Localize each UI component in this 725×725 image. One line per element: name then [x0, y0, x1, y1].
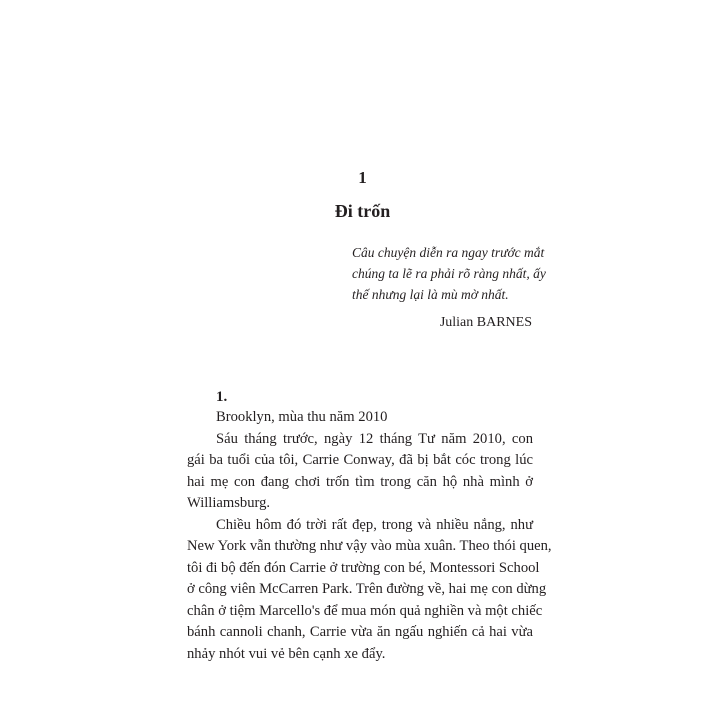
epigraph-author: Julian BARNES — [439, 315, 532, 330]
body-line: tôi đi bộ đến đón Carrie ở trường con bé, Montessori School — [187, 559, 540, 576]
body-line: nhảy nhót vui vẻ bên cạnh xe đẩy. — [187, 645, 386, 662]
body-line: Chiều hôm đó trời rất đẹp, trong và nhiều nắng, như — [216, 516, 533, 533]
body-line: gái ba tuổi của tôi, Carrie Conway, đã bị bắt cóc trong lúc — [187, 452, 533, 468]
body-line: Williamsburg. — [187, 495, 271, 511]
chapter-number: 1 — [358, 168, 367, 187]
epigraph-line: Câu chuyện diễn ra ngay trước mắt — [352, 245, 545, 260]
epigraph-line: thế nhưng lại là mù mờ nhất. — [352, 287, 509, 302]
body-line: Sáu tháng trước, ngày 12 tháng Tư năm 2010, con — [216, 430, 533, 447]
body-line: chân ở tiệm Marcello's để mua món quả nghiền và một chiếc — [187, 602, 543, 619]
body-line: ở công viên McCarren Park. Trên đường về, hai mẹ con dừng — [187, 581, 547, 597]
chapter-title: Đi trốn — [334, 201, 391, 221]
epigraph — [352, 242, 546, 305]
body-line: bánh cannoli chanh, Carrie vừa ăn ngấu nghiến cả hai vừa — [187, 624, 533, 640]
body-line: Brooklyn, mùa thu năm 2010 — [216, 409, 388, 425]
body-text — [187, 407, 552, 665]
body-line: New York vẫn thường như vậy vào mùa xuân. Theo thói quen, — [187, 538, 552, 554]
epigraph-line: chúng ta lẽ ra phải rõ ràng nhất, ấy — [352, 266, 546, 281]
section-number: 1. — [216, 389, 228, 405]
body-line: hai mẹ con đang chơi trốn tìm trong căn hộ nhà mình ở — [187, 473, 533, 490]
